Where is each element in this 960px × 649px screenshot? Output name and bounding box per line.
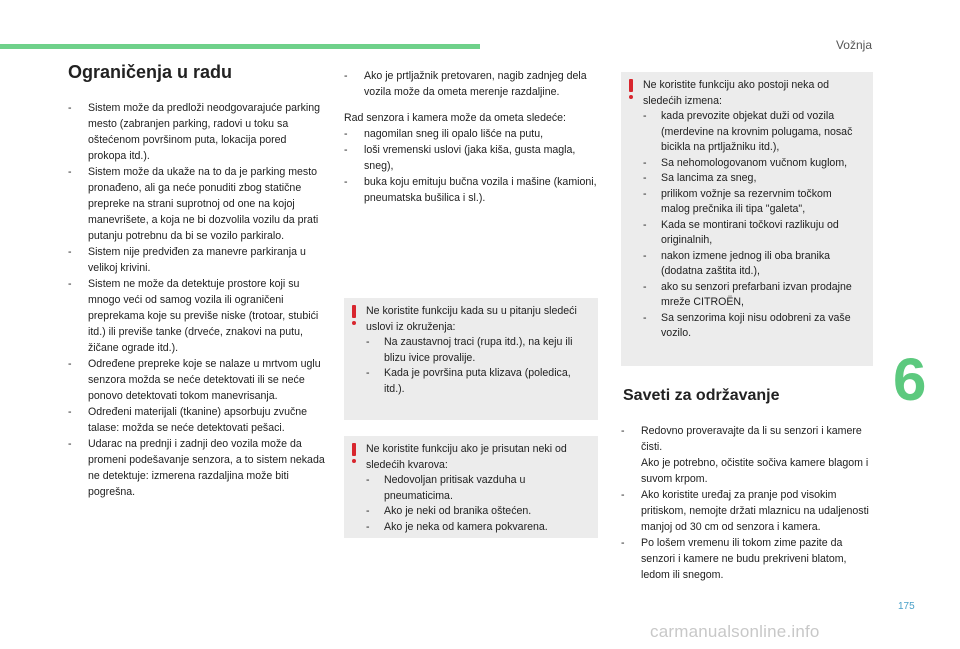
list-item: - Sistem nije predviđen za manevre parkiranja u velikoj krivini. (68, 244, 326, 276)
list-item-text: Redovno proveravajte da li su senzori i kamere čisti. (641, 425, 862, 453)
middle-top (344, 68, 600, 206)
list-item: - Sa senzorima koji nisu odobreni za vaše vozilo. (643, 311, 863, 342)
list-item: - Ako je neka od kamera pokvarena. (366, 520, 588, 536)
list-item: - Određene prepreke koje se nalaze u mrtvom uglu senzora možda se neće detektovati ili se neće ponovo detektovati tokom manevrisanja. (68, 356, 326, 404)
warning-intro: Ne koristite funkciju ako je prisutan neki od sledećih kvarova: (366, 443, 567, 471)
list-item: - Sistem ne može da detektuje prostore koji su mnogo veći od samog vozila ili ograničeni preprekama koje su previše niske (trotoar, stubići itd.) ili previše tanke (drveće, znakovi na putu, žičane ograde itd.). (68, 276, 326, 356)
list-item: - nakon izmene jednog ili oba branika (dodatna zaštita itd.), (643, 249, 863, 280)
warning-box-environment (344, 298, 598, 420)
watermark: carmanualsonline.info (650, 622, 820, 641)
warning-box-modifications (621, 72, 873, 366)
list-item: - Udarac na prednji i zadnji deo vozila može da promeni podešavanje senzora, a to sistem nekada ne detektuje: izmerena razdaljina može biti pogrešna. (68, 436, 326, 500)
list-item: - Sistem može da predloži neodgovarajuće parking mesto (zabranjen parking, radovi u toku sa oštećenom površinom puta, lokacija pored prokopa itd.). (68, 100, 326, 164)
list-item: - nagomilan sneg ili opalo lišće na putu, (344, 126, 600, 142)
page-number: 175 (898, 601, 915, 612)
list-item: - Sa nehomologovanom vučnom kuglom, (643, 156, 863, 172)
list-item: - Sa lancima za sneg, (643, 171, 863, 187)
maintenance-list (621, 423, 875, 583)
list-item: - Ako je neki od branika oštećen. (366, 504, 588, 520)
header-accent-bar (0, 44, 480, 49)
list-item: - kada prevozite objekat duži od vozila (merdevine na krovnim polugama, nosač bicikla na prtljažniku itd.), (643, 109, 863, 156)
list-item: - Ako je prtljažnik pretovaren, nagib zadnjeg dela vozila može da ometa merenje razdaljine. (344, 68, 600, 100)
list-item: - buka koju emituju bučna vozila i mašine (kamioni, pneumatska bušilica i sl.). (344, 174, 600, 206)
list-item: - Kada je površina puta klizava (poledica, itd.). (366, 366, 588, 397)
chapter-number: 6 (893, 346, 927, 413)
warning-intro: Ne koristite funkciju kada su u pitanju sledeći uslovi iz okruženja: (366, 305, 577, 333)
warning-icon (628, 79, 634, 99)
section-label: Vožnja (835, 38, 872, 52)
list-item: - Kada se montirani točkovi razlikuju od originalnih, (643, 218, 863, 249)
warning-icon (351, 305, 357, 325)
list-item: - Na zaustavnoj traci (rupa itd.), na keju ili blizu ivice provalije. (366, 335, 588, 366)
list-item: - Ako koristite uređaj za pranje pod visokim pritiskom, nemojte držati mlaznicu na udaljenosti manjoj od 30 cm od senzora i kamera. (621, 487, 875, 535)
left-list (68, 100, 326, 500)
warning-icon (351, 443, 357, 463)
list-item: - Sistem može da ukaže na to da je parking mesto pronađeno, ali ga neće ponuditi zbog statične prepreke na strani suprotnoj od one na kojoj manevrišete, a koja ne bi dozvolila vozilu da prati putanju potrebnu da bi se vozilo parkiralo. (68, 164, 326, 244)
list-item: - Nedovoljan pritisak vazduha u pneumaticima. (366, 473, 588, 504)
left-title: Ograničenja u radu (68, 62, 233, 82)
maintenance-title: Saveti za održavanje (623, 387, 780, 404)
list-item: - ako su senzori prefarbani izvan prodajne mreže CITROËN, (643, 280, 863, 311)
list-item-extra: Ako je potrebno, očistite sočiva kamere blagom i suvom krpom. (641, 457, 869, 485)
list-item: - Po lošem vremenu ili tokom zime pazite da senzori i kamere ne budu prekriveni blatom, ledom ili snegom. (621, 535, 875, 583)
warning-intro: Ne koristite funkciju ako postoji neka od sledećih izmena: (643, 79, 830, 107)
middle-intro: Rad senzora i kamera može da ometa sledeće: (344, 112, 566, 124)
list-item: - prilikom vožnje sa rezervnim točkom malog prečnika ili tipa "galeta", (643, 187, 863, 218)
list-item: - Određeni materijali (tkanine) apsorbuju zvučne talase: možda se neće detektovati pešaci. (68, 404, 326, 436)
list-item (621, 423, 875, 487)
list-item: - loši vremenski uslovi (jaka kiša, gusta magla, sneg), (344, 142, 600, 174)
warning-box-faults (344, 436, 598, 538)
